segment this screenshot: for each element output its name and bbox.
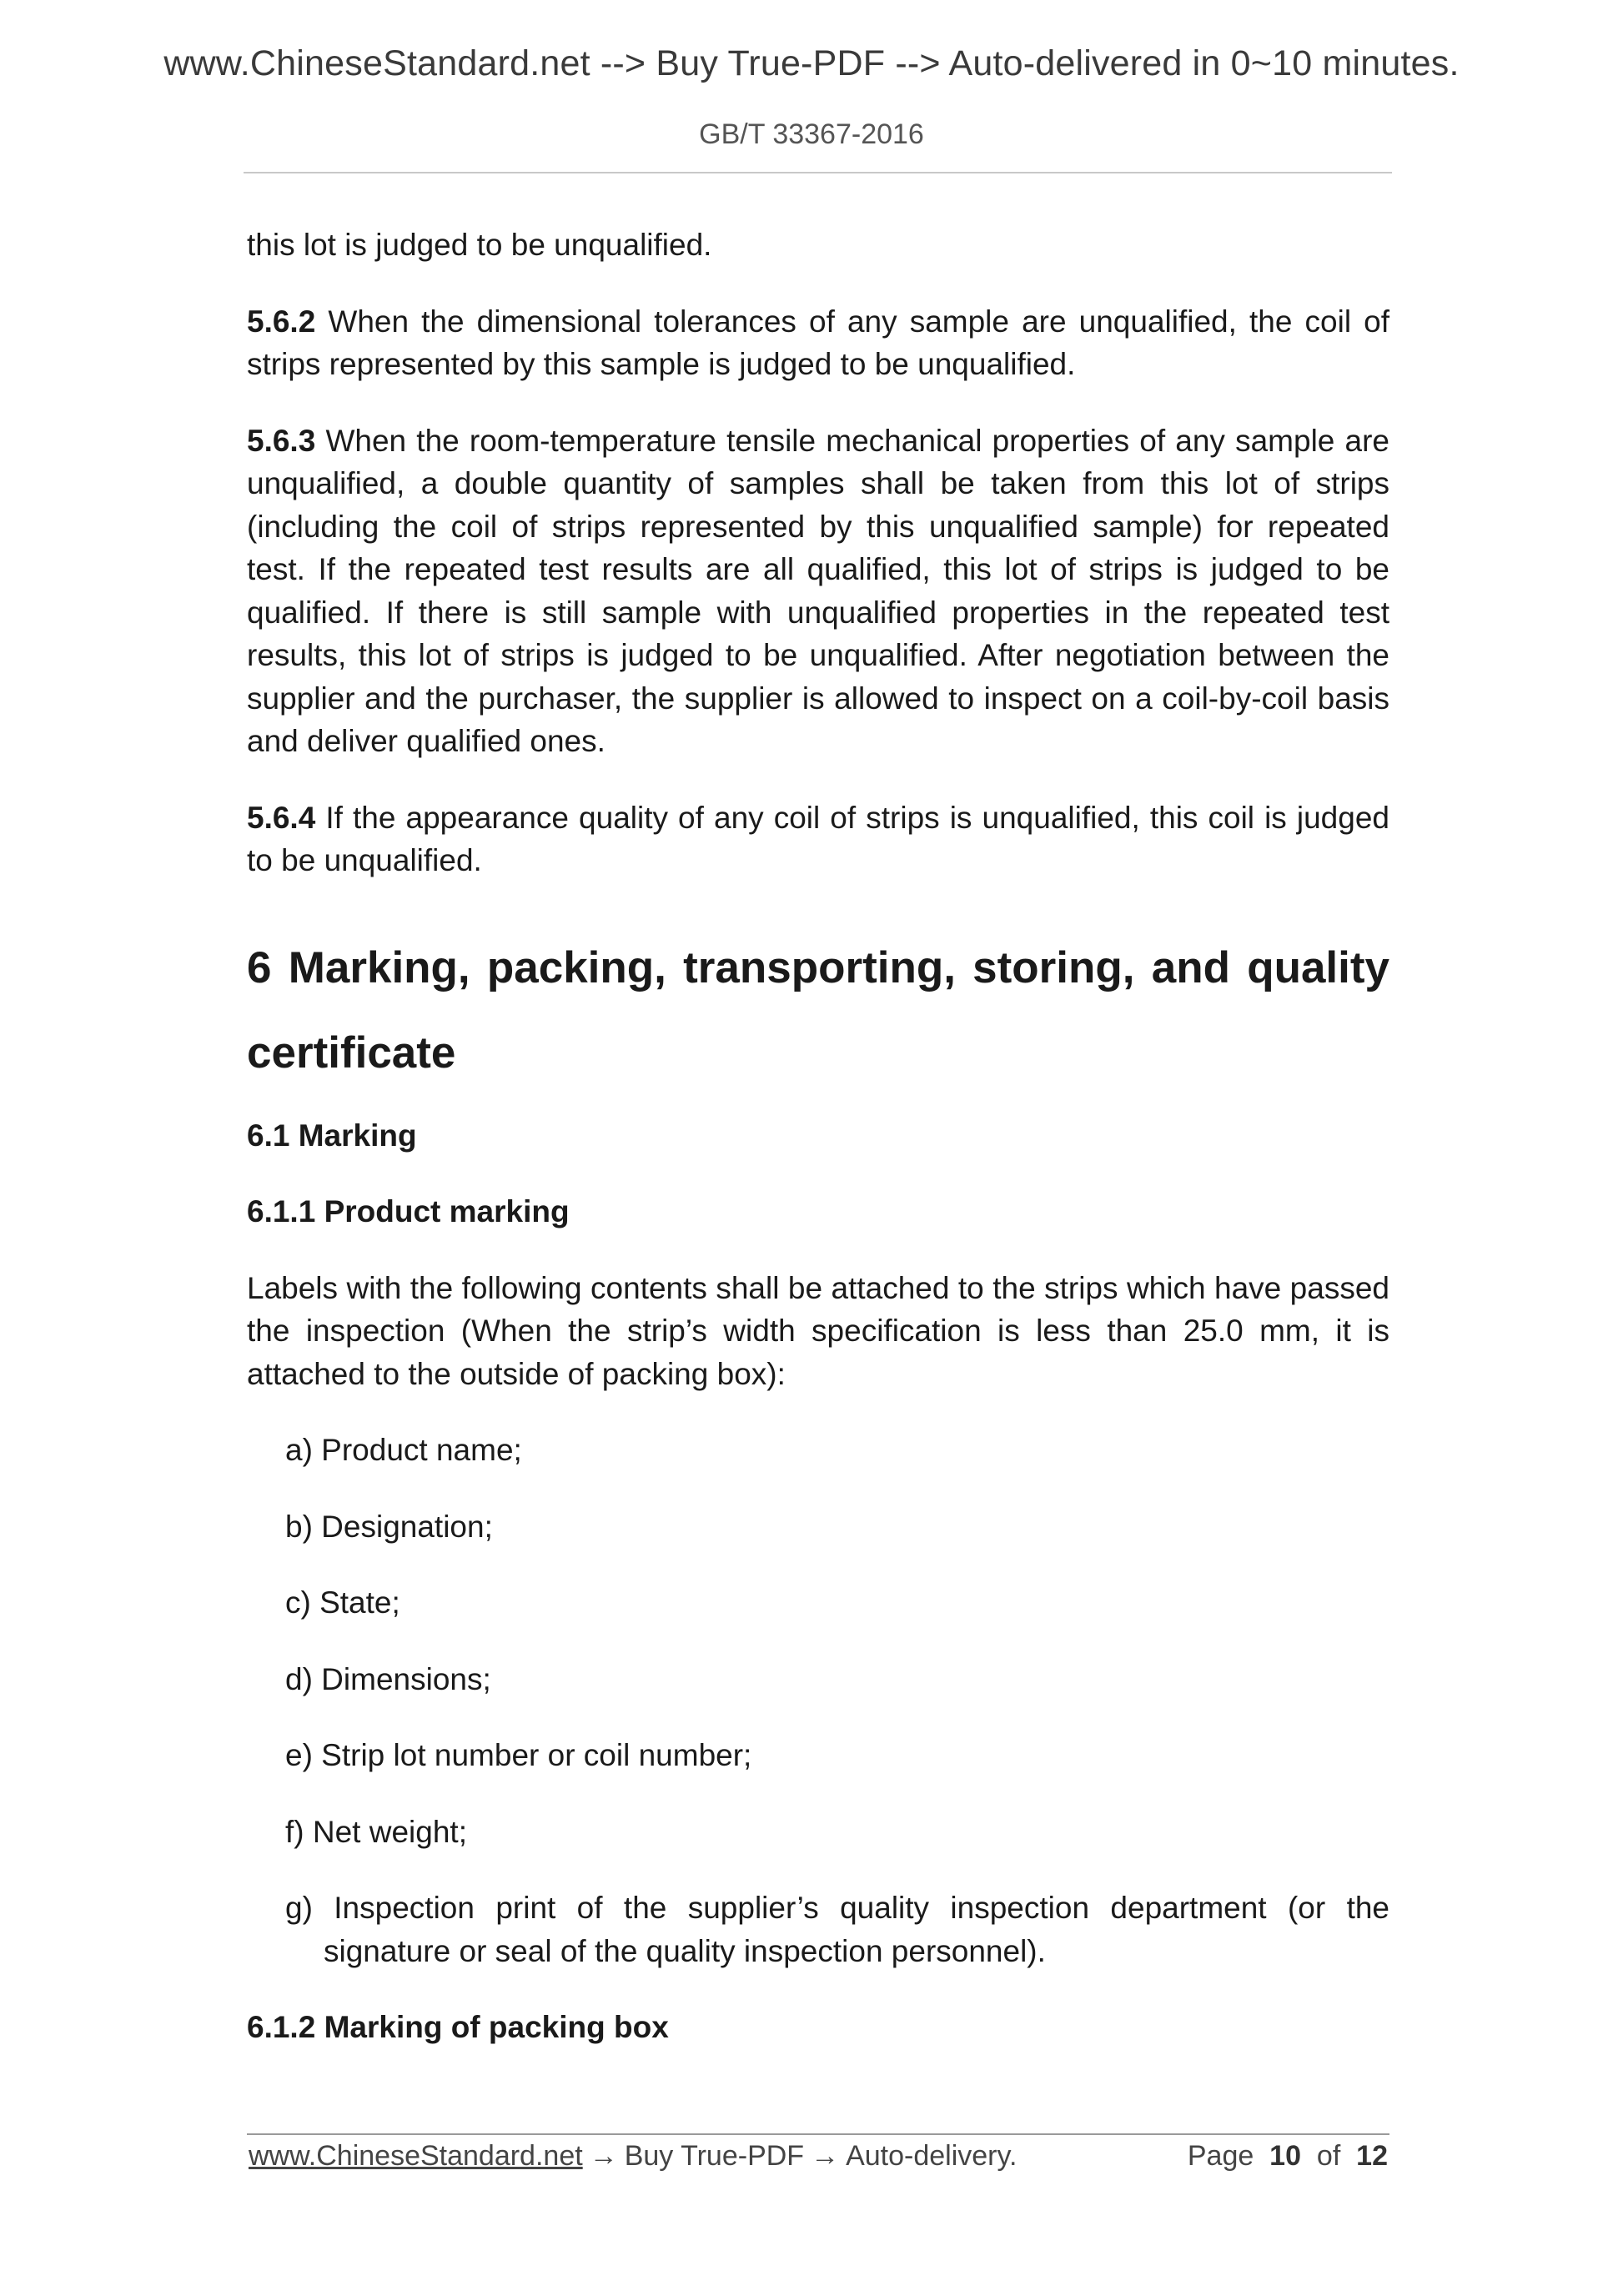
section-heading-line-2: certificate — [247, 1027, 456, 1078]
arrow-right-icon: → — [589, 2140, 618, 2172]
subsection-6-1-2-heading: 6.1.2 Marking of packing box — [247, 2010, 669, 2044]
footer-buy-text: Buy True-PDF — [624, 2140, 805, 2172]
total-pages-number: 12 — [1356, 2140, 1388, 2172]
clause-5-6-3 — [247, 420, 1389, 763]
clause-text: If the appearance quality of any coil of strips is unqualified, this coil is judged to be unqualified. — [247, 800, 1389, 877]
page-footer — [249, 2140, 1388, 2173]
site-link[interactable]: www.ChineseStandard.net — [249, 2140, 583, 2172]
clause-5-6-2 — [247, 300, 1389, 386]
clause-number: 5.6.3 — [247, 423, 316, 458]
section-heading-line-1: 6 Marking, packing, transporting, storing, and quality — [247, 942, 1389, 992]
clause-text: When the dimensional tolerances of any sample are unqualified, the coil of strips represented by this sample is judged to be unqualified. — [247, 304, 1389, 381]
subsection-6-1-1-heading: 6.1.1 Product marking — [247, 1194, 570, 1228]
header-divider — [244, 172, 1392, 173]
of-label: of — [1316, 2140, 1341, 2172]
arrow-right-icon: → — [811, 2140, 840, 2172]
product-marking-paragraph: Labels with the following contents shall be attached to the strips which have passed the inspection (When the strip’s width specification is less than 25.0 mm, it is attached to the outside of packing box): — [247, 1270, 1389, 1391]
continued-paragraph: this lot is judged to be unqualified. — [247, 228, 712, 262]
list-item: d) Dimensions; — [285, 1661, 491, 1696]
list-item: c) State; — [285, 1585, 400, 1620]
document-body — [247, 224, 1389, 2082]
section-6-heading — [247, 926, 1389, 1096]
document-code: GB/T 33367-2016 — [699, 118, 924, 150]
page-label: Page — [1187, 2140, 1254, 2172]
current-page-number: 10 — [1269, 2140, 1301, 2172]
list-item: a) Product name; — [285, 1433, 522, 1467]
clause-text: When the room-temperature tensile mechanical properties of any sample are unqualified, a double quantity of samples shall be taken from this lot of strips (including the coil of strips represented by this unqualified sample) for repeated test. If the repeated test results are all qualified, this lot of strips is judged to be qualified. If there is still sample with unqualified properties in the repeated test results, this lot of strips is judged to be unqualified. After negotiation between the supplier and the purchaser, the supplier is allowed to inspect on a coil-by-coil basis and deliver qualified ones. — [247, 423, 1390, 758]
list-item: g) Inspection print of the supplier’s quality inspection department (or the signature or seal of the quality inspection personnel). — [285, 1891, 1389, 1968]
subsection-6-1-heading: 6.1 Marking — [247, 1118, 417, 1153]
footer-promo — [249, 2140, 1017, 2173]
footer-divider — [247, 2133, 1389, 2135]
list-item: e) Strip lot number or coil number; — [285, 1738, 752, 1772]
clause-number: 5.6.2 — [247, 304, 316, 339]
clause-number: 5.6.4 — [247, 800, 316, 835]
list-item: f) Net weight; — [285, 1814, 467, 1849]
page-indicator — [1188, 2140, 1388, 2173]
clause-5-6-4 — [247, 796, 1389, 882]
list-item: b) Designation; — [285, 1509, 493, 1544]
site-banner: www.ChineseStandard.net --> Buy True-PDF --> Auto-delivered in 0~10 minutes. — [163, 43, 1460, 83]
footer-auto-text: Auto-delivery. — [846, 2140, 1018, 2172]
